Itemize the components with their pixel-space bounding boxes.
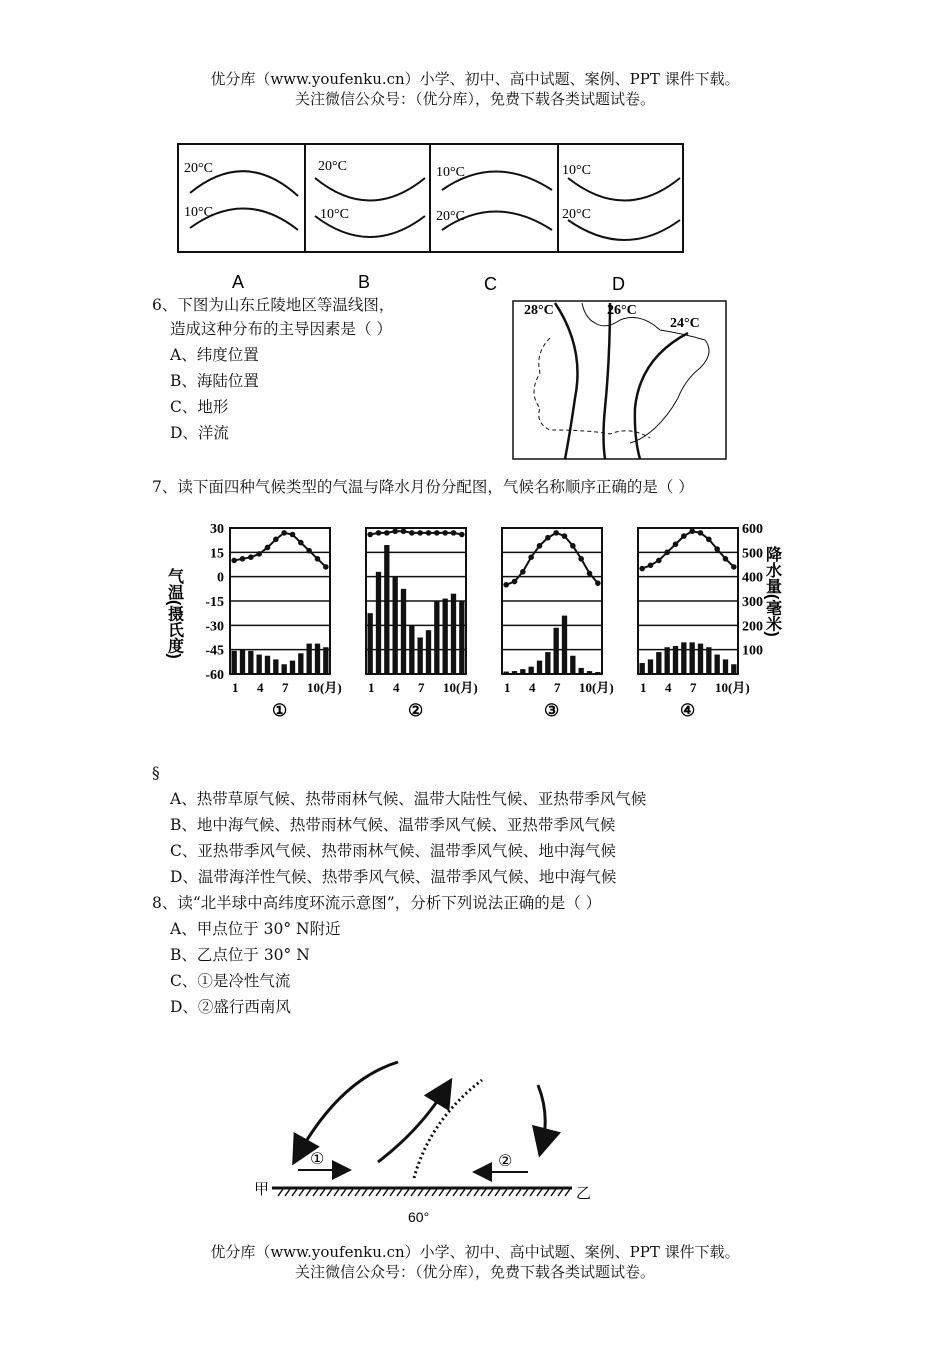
- temperature-point: [545, 535, 551, 541]
- hatch-mark: [313, 1189, 318, 1196]
- temp-tick-label: 30: [210, 522, 224, 537]
- map-label-24: 24°C: [670, 316, 700, 331]
- temperature-point: [281, 530, 287, 536]
- hatch-mark: [397, 1189, 402, 1196]
- temperature-point: [648, 563, 654, 569]
- hatch-mark: [460, 1189, 465, 1196]
- precip-bar: [401, 589, 406, 674]
- panel-c-letter: C: [484, 274, 497, 294]
- temperature-point: [706, 537, 712, 543]
- footer-line-1: 优分库（www.youfenku.cn）小学、初中、高中试题、案例、PPT 课件下载。: [210, 1243, 740, 1261]
- precip-bar: [570, 656, 575, 674]
- panel-b-top-label: 20°C: [318, 159, 347, 174]
- precip-bar: [520, 669, 525, 674]
- temperature-point: [265, 545, 271, 551]
- precip-bar: [298, 653, 303, 674]
- precip-bar: [265, 656, 270, 674]
- flow-2-label: ②: [498, 1153, 513, 1170]
- month-tick-label: 4: [257, 680, 264, 695]
- month-tick-label: 7: [554, 680, 561, 695]
- temperature-point: [434, 530, 440, 536]
- hatch-mark: [418, 1189, 423, 1196]
- precip-bar: [257, 655, 262, 674]
- temperature-axis: [205, 522, 224, 683]
- precip-bar: [690, 642, 695, 674]
- q6-option-b: B、海陆位置: [170, 372, 259, 390]
- hatch-mark: [411, 1189, 416, 1196]
- month-tick-label: 10(月): [715, 680, 750, 695]
- q8-option-a: A、甲点位于 30° N附近: [170, 920, 341, 938]
- temperature-point: [248, 554, 254, 560]
- precip-bar: [459, 601, 464, 674]
- hatch-mark: [390, 1189, 395, 1196]
- hatch-mark: [425, 1189, 430, 1196]
- q6-option-a: A、纬度位置: [170, 346, 259, 364]
- panel-number-label: ①: [272, 701, 288, 720]
- panel-b-bottom-label: 10°C: [320, 207, 349, 222]
- q7-option-d: D、温带海洋性气候、热带季风气候、温带季风气候、地中海气候: [170, 868, 617, 886]
- point-yi-label: 乙: [576, 1185, 592, 1202]
- temperature-point: [409, 530, 415, 536]
- precip-bar: [648, 659, 653, 674]
- temperature-point: [417, 530, 423, 536]
- panel-b-letter: B: [358, 272, 371, 292]
- temperature-point: [723, 556, 729, 562]
- hatch-mark: [285, 1189, 290, 1196]
- hatch-mark: [362, 1189, 367, 1196]
- flow-1-label: ①: [310, 1151, 325, 1168]
- precip-bar: [715, 655, 720, 674]
- month-tick-label: 10(月): [307, 680, 342, 695]
- precip-tick-label: 100: [742, 643, 763, 659]
- precip-bar: [723, 659, 728, 674]
- precip-bar: [323, 647, 328, 674]
- temperature-point: [376, 530, 382, 536]
- temperature-point: [553, 530, 559, 536]
- q7-option-c: C、亚热带季风气候、热带雨林气候、温带季风气候、地中海气候: [170, 842, 616, 860]
- precip-tick-label: 200: [742, 619, 763, 635]
- temperature-point: [570, 543, 576, 549]
- precip-tick-label: 500: [742, 546, 763, 562]
- hatch-mark: [544, 1189, 549, 1196]
- climate-panel-1: [230, 528, 342, 720]
- hatch-mark: [320, 1189, 325, 1196]
- hatch-mark: [537, 1189, 542, 1196]
- precip-tick-label: 600: [742, 522, 763, 537]
- month-tick-label: 4: [393, 680, 400, 695]
- precip-bar: [376, 572, 381, 674]
- panel-number-label: ③: [544, 701, 560, 720]
- temperature-point: [384, 530, 390, 536]
- precip-bar: [384, 545, 389, 674]
- hatch-mark: [334, 1189, 339, 1196]
- q7-option-a: A、热带草原气候、热带雨林气候、温带大陆性气候、亚热带季风气候: [170, 790, 647, 808]
- hatch-mark: [509, 1189, 514, 1196]
- precip-bar: [240, 650, 245, 674]
- month-tick-label: 10(月): [443, 680, 478, 695]
- hatch-mark: [530, 1189, 535, 1196]
- temperature-point: [689, 528, 695, 534]
- precip-bar: [731, 664, 736, 674]
- precip-bar: [368, 613, 373, 674]
- isotherm-panel-b: [305, 144, 430, 292]
- panel-d-top-label: 10°C: [562, 163, 591, 178]
- precip-bar: [579, 668, 584, 674]
- panel-a-bottom-label: 10°C: [184, 205, 213, 220]
- precip-bar: [315, 644, 320, 674]
- temp-tick-label: -30: [205, 619, 224, 635]
- q6-isotherm-map: [510, 298, 730, 462]
- hatch-mark: [481, 1189, 486, 1196]
- precip-bar: [595, 672, 600, 674]
- hatch-mark: [404, 1189, 409, 1196]
- temp-tick-label: 15: [210, 546, 224, 562]
- q6-stem: 6、下图为山东丘陵地区等温线图，: [152, 296, 395, 314]
- hatch-mark: [516, 1189, 521, 1196]
- temperature-point: [315, 556, 321, 562]
- hatch-mark: [278, 1189, 283, 1196]
- precip-bar: [587, 671, 592, 674]
- temperature-point: [367, 532, 373, 538]
- hatch-mark: [467, 1189, 472, 1196]
- hatch-mark: [355, 1189, 360, 1196]
- precip-tick-label: 300: [742, 595, 763, 610]
- precip-bar: [434, 601, 439, 674]
- ground-hatching: [278, 1189, 570, 1196]
- q7-stem: 7、读下面四种气候类型的气温与降水月份分配图，气候名称顺序正确的是（ ）: [152, 478, 694, 496]
- header-line-2: 关注微信公众号：（优分库），免费下载各类试题试卷。: [294, 90, 655, 108]
- temperature-point: [401, 528, 407, 534]
- temperature-point: [442, 530, 448, 536]
- q8-option-b: B、乙点位于 30° N: [170, 946, 310, 964]
- isotherm-panel-d: [558, 144, 683, 294]
- precip-bar: [232, 651, 237, 674]
- hatch-mark: [341, 1189, 346, 1196]
- precip-tick-label: 400: [742, 570, 763, 586]
- temperature-point: [306, 548, 312, 554]
- q8-option-c: C、①是冷性气流: [170, 972, 291, 990]
- latitude-label: 60°: [408, 1209, 430, 1225]
- panel-a-top-label: 20°C: [184, 161, 213, 176]
- precip-bar: [248, 651, 253, 674]
- q6-option-d: D、洋流: [170, 424, 229, 442]
- precip-bar: [554, 628, 559, 674]
- hatch-mark: [439, 1189, 444, 1196]
- hatch-mark: [502, 1189, 507, 1196]
- header-line-1: 优分库（www.youfenku.cn）小学、初中、高中试题、案例、PPT 课件下载。: [210, 70, 740, 88]
- precip-bar: [640, 663, 645, 674]
- hatch-mark: [327, 1189, 332, 1196]
- panel-a-letter: A: [232, 272, 245, 292]
- hatch-mark: [306, 1189, 311, 1196]
- panel-c-bottom-label: 20°C: [436, 209, 465, 224]
- precip-bar: [393, 577, 398, 674]
- temperature-point: [562, 533, 568, 539]
- hatch-mark: [369, 1189, 374, 1196]
- precip-bar: [545, 652, 550, 674]
- temperature-point: [656, 558, 662, 564]
- precip-bar: [451, 594, 456, 674]
- temperature-point: [639, 566, 645, 572]
- temperature-point: [426, 530, 432, 536]
- temp-tick-label: 0: [217, 570, 224, 586]
- map-label-26: 26°C: [607, 303, 637, 318]
- month-tick-label: 1: [232, 680, 239, 695]
- precip-bar: [504, 672, 509, 674]
- temperature-point: [240, 556, 246, 562]
- panel-number-label: ④: [680, 701, 696, 720]
- hatch-mark: [446, 1189, 451, 1196]
- precip-bar: [537, 661, 542, 674]
- month-tick-label: 1: [504, 680, 511, 695]
- temp-tick-label: -15: [205, 595, 224, 610]
- hatch-mark: [348, 1189, 353, 1196]
- hatch-mark: [453, 1189, 458, 1196]
- month-tick-label: 1: [368, 680, 375, 695]
- panel-c-top-label: 10°C: [436, 165, 465, 180]
- precipitation-axis-label: 降水量(毫米): [763, 546, 781, 637]
- temperature-point: [578, 556, 584, 562]
- temperature-point: [664, 550, 670, 556]
- month-tick-label: 7: [282, 680, 289, 695]
- temperature-point: [714, 546, 720, 552]
- hatch-mark: [432, 1189, 437, 1196]
- footer-line-2: 关注微信公众号：（优分库），免费下载各类试题试卷。: [294, 1263, 655, 1281]
- month-tick-label: 7: [418, 680, 425, 695]
- month-tick-label: 4: [529, 680, 536, 695]
- temperature-point: [681, 533, 687, 539]
- panel-d-bottom-label: 20°C: [562, 207, 591, 222]
- q7-stray-mark: §: [152, 764, 160, 782]
- hatch-mark: [299, 1189, 304, 1196]
- ascending-air-arrow: [378, 1088, 446, 1162]
- temperature-point: [323, 564, 329, 570]
- precip-bar: [282, 664, 287, 674]
- dotted-rising-line: [414, 1080, 482, 1178]
- hatch-mark: [376, 1189, 381, 1196]
- precip-bar: [656, 652, 661, 674]
- precip-bar: [665, 647, 670, 674]
- temperature-point: [256, 551, 262, 557]
- panel-number-label: ②: [408, 701, 424, 720]
- temperature-point: [273, 537, 279, 543]
- temperature-point: [290, 532, 296, 538]
- hatch-mark: [523, 1189, 528, 1196]
- temperature-point: [587, 571, 593, 577]
- q6-stem-2: 造成这种分布的主导因素是（ ）: [170, 320, 392, 338]
- isotherm-panel-c: [430, 144, 558, 294]
- precip-bar: [426, 630, 431, 674]
- isotherm-panels-figure: [170, 138, 690, 298]
- hatch-mark: [292, 1189, 297, 1196]
- month-tick-label: 10(月): [579, 680, 614, 695]
- precip-bar: [273, 659, 278, 674]
- precip-bar: [698, 644, 703, 674]
- temperature-point: [595, 580, 601, 586]
- hatch-mark: [551, 1189, 556, 1196]
- temperature-point: [503, 582, 509, 588]
- month-tick-label: 1: [640, 680, 647, 695]
- temperature-point: [231, 558, 237, 564]
- precip-bar: [529, 667, 534, 674]
- isotherm-panel-a: [178, 144, 305, 292]
- precip-bar: [418, 638, 423, 675]
- temperature-axis-label: 气温(摄氏度): [166, 568, 183, 659]
- q7-option-b: B、地中海气候、热带雨林气候、温带季风气候、亚热带季风气候: [170, 816, 616, 834]
- point-jia-label: 甲: [254, 1181, 270, 1198]
- precip-bar: [512, 671, 517, 674]
- hatch-mark: [488, 1189, 493, 1196]
- climate-panel-2: [366, 528, 478, 720]
- climate-chart: [166, 516, 788, 726]
- month-tick-label: 4: [665, 680, 672, 695]
- temperature-point: [459, 532, 465, 538]
- q8-stem: 8、读“北半球中高纬度环流示意图”，分析下列说法正确的是（ ）: [152, 894, 602, 912]
- temperature-point: [451, 530, 457, 536]
- temp-tick-label: -45: [205, 643, 224, 659]
- precip-bar: [562, 616, 567, 674]
- temperature-point: [673, 541, 679, 547]
- climate-panel-3: [502, 528, 614, 720]
- temperature-point: [731, 564, 737, 570]
- hatch-mark: [565, 1189, 570, 1196]
- temperature-point: [298, 540, 304, 546]
- hatch-mark: [474, 1189, 479, 1196]
- panel-d-letter: D: [612, 274, 625, 294]
- precip-bar: [443, 599, 448, 674]
- month-tick-label: 7: [690, 680, 697, 695]
- map-label-28: 28°C: [524, 303, 554, 318]
- temperature-point: [698, 530, 704, 536]
- hatch-mark: [558, 1189, 563, 1196]
- hatch-mark: [495, 1189, 500, 1196]
- climate-panels: [230, 528, 750, 720]
- temperature-point: [520, 569, 526, 575]
- q6-option-c: C、地形: [170, 398, 229, 416]
- temperature-point: [512, 579, 518, 585]
- precip-bar: [673, 646, 678, 674]
- descending-air-arrow: [298, 1062, 398, 1155]
- temperature-point: [392, 528, 398, 534]
- q8-option-d: D、②盛行西南风: [170, 998, 291, 1016]
- right-descending-arrow: [538, 1085, 545, 1146]
- precip-bar: [409, 625, 414, 674]
- precip-bar: [307, 644, 312, 674]
- climate-panel-4: [638, 528, 750, 720]
- precip-bar: [290, 661, 295, 674]
- precipitation-axis: [742, 522, 763, 659]
- precip-bar: [706, 647, 711, 674]
- hatch-mark: [383, 1189, 388, 1196]
- temperature-point: [537, 543, 543, 549]
- temp-tick-label: -60: [205, 668, 224, 683]
- circulation-diagram: [250, 1050, 610, 1230]
- temperature-point: [528, 554, 534, 560]
- precip-bar: [681, 642, 686, 674]
